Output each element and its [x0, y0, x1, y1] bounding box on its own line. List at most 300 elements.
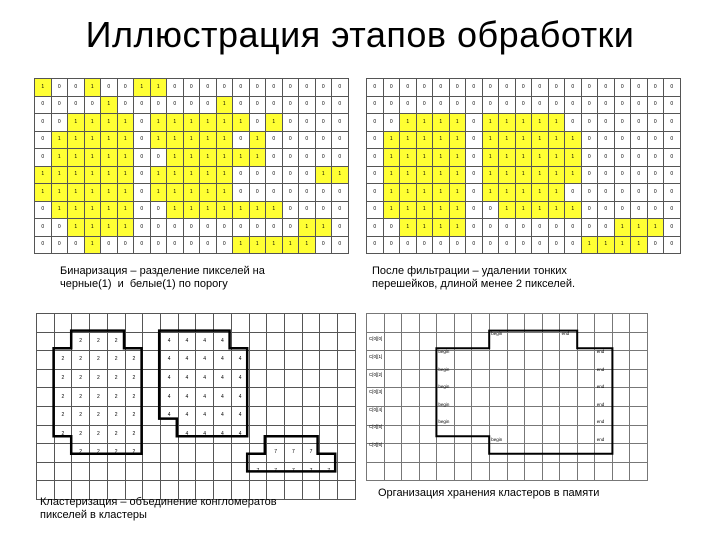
grid-cell: 0: [631, 131, 648, 149]
memory-row-label: C[0][0]: [369, 336, 383, 342]
grid-cell: 0: [332, 219, 349, 237]
grid-cell: 0: [565, 114, 582, 132]
grid-cell: 0: [299, 166, 316, 184]
grid-cell: 1: [631, 236, 648, 254]
grid-cell: 0: [249, 96, 266, 114]
grid-cell: 0: [482, 201, 499, 219]
grid-cell: 1: [433, 131, 450, 149]
grid-cell: 1: [51, 201, 68, 219]
grid-cell: 0: [416, 236, 433, 254]
grid-cell: 1: [51, 166, 68, 184]
grid-cell: 0: [367, 79, 384, 97]
grid-cell: 1: [647, 219, 664, 237]
grid-row: [35, 79, 349, 97]
grid-cell: 0: [315, 131, 332, 149]
grid-cell: 7: [284, 444, 302, 463]
grid-cell: 4: [160, 388, 178, 407]
grid-cell: 0: [68, 96, 85, 114]
grid-cell: 4: [196, 425, 214, 444]
grid-cell: 1: [416, 149, 433, 167]
grid-cell: 4: [178, 332, 196, 351]
grid-cell: 4: [214, 332, 232, 351]
grid-cell: 0: [647, 149, 664, 167]
grid-cell: 0: [548, 79, 565, 97]
grid-cell: 2: [107, 425, 125, 444]
grid-cell: 1: [400, 166, 417, 184]
grid-cell: 2: [72, 444, 90, 463]
grid-cell: 0: [548, 236, 565, 254]
grid-cell: 0: [614, 184, 631, 202]
grid-cell: 1: [614, 236, 631, 254]
grid-cell: 1: [499, 149, 516, 167]
grid-cell: 1: [482, 166, 499, 184]
grid-cell: 4: [178, 369, 196, 388]
grid-cell: 0: [449, 79, 466, 97]
grid-cell: 0: [332, 131, 349, 149]
grid-cell: 0: [117, 79, 134, 97]
grid-cell: 0: [134, 131, 151, 149]
grid-cell: 0: [216, 79, 233, 97]
grid-cell: 1: [84, 184, 101, 202]
grid-cell: 1: [449, 131, 466, 149]
grid-cell: 0: [233, 219, 250, 237]
grid-cell: 1: [216, 166, 233, 184]
grid-cell: 1: [482, 114, 499, 132]
grid-cell: 0: [167, 96, 184, 114]
grid-cell: 1: [200, 131, 217, 149]
grid-cell: 1: [416, 114, 433, 132]
grid-cell: 0: [282, 166, 299, 184]
grid-cell: 0: [35, 114, 52, 132]
grid-cell: 0: [249, 219, 266, 237]
grid-cell: 0: [614, 149, 631, 167]
grid-cell: 0: [200, 96, 217, 114]
grid-cell: 0: [266, 166, 283, 184]
grid-cell: 0: [150, 201, 167, 219]
grid-cell: 0: [598, 79, 615, 97]
grid-cell: 0: [400, 79, 417, 97]
grid-cell: 0: [664, 149, 681, 167]
grid-cell: 1: [515, 131, 532, 149]
grid-cell: 1: [101, 149, 118, 167]
grid-cell: 0: [631, 114, 648, 132]
grid-cell: 0: [332, 201, 349, 219]
grid-cell: 0: [134, 96, 151, 114]
grid-cell: 0: [499, 219, 516, 237]
grid-cell: 4: [196, 369, 214, 388]
grid-cell: 1: [35, 166, 52, 184]
grid-cell: 1: [101, 219, 118, 237]
grid-cell: 0: [400, 236, 417, 254]
grid-cell: 0: [282, 96, 299, 114]
grid-cell: 0: [282, 79, 299, 97]
grid-cell: 1: [249, 149, 266, 167]
grid-cell: 1: [383, 149, 400, 167]
grid-cell: 0: [581, 149, 598, 167]
grid-cell: 1: [84, 219, 101, 237]
grid-cell: 1: [117, 184, 134, 202]
grid-cell: 2: [90, 369, 108, 388]
grid-cell: 1: [433, 219, 450, 237]
grid-cell: 1: [84, 149, 101, 167]
grid-cell: 1: [150, 114, 167, 132]
grid-cell: 1: [499, 114, 516, 132]
grid-cell: 0: [249, 114, 266, 132]
grid-cell: 4: [160, 406, 178, 425]
grid-cell: 0: [515, 79, 532, 97]
grid-cell: 0: [565, 96, 582, 114]
grid-cell: 1: [499, 131, 516, 149]
grid-cell: 1: [548, 184, 565, 202]
grid-cell: 1: [433, 166, 450, 184]
grid-cell: 1: [150, 166, 167, 184]
grid-cell: 0: [299, 96, 316, 114]
grid-cell: 1: [515, 166, 532, 184]
clustering-panel: [36, 313, 356, 493]
grid-cell: 4: [231, 388, 249, 407]
grid-cell: 1: [499, 201, 516, 219]
grid-cell: 0: [282, 114, 299, 132]
filtration-caption: После фильтрации – удалении тонких перешейков, длиной менее 2 пикселей.: [372, 265, 576, 290]
grid-cell: 1: [449, 114, 466, 132]
grid-cell: 1: [532, 131, 549, 149]
grid-cell: 1: [51, 149, 68, 167]
grid-cell: 0: [433, 79, 450, 97]
grid-cell: 1: [482, 131, 499, 149]
grid-cell: 0: [101, 236, 118, 254]
grid-cell: 1: [233, 114, 250, 132]
grid-cell: 1: [68, 114, 85, 132]
grid-cell: 0: [466, 219, 483, 237]
grid-cell: 0: [332, 96, 349, 114]
grid-cell: 1: [101, 96, 118, 114]
grid-cell: 1: [515, 201, 532, 219]
grid-cell: 0: [35, 236, 52, 254]
grid-cell: 1: [216, 201, 233, 219]
grid-cell: 1: [117, 166, 134, 184]
memory-begin-label: begin: [438, 401, 450, 407]
grid-cell: 4: [178, 406, 196, 425]
grid-cell: 1: [216, 131, 233, 149]
grid-cell: 0: [183, 236, 200, 254]
grid-cell: 2: [107, 388, 125, 407]
grid-cell: 0: [200, 236, 217, 254]
grid-cell: 1: [68, 201, 85, 219]
grid-cell: 1: [183, 149, 200, 167]
memory-row-label: C[0][1]: [369, 354, 383, 359]
grid-cell: 0: [466, 201, 483, 219]
grid-cell: 2: [72, 388, 90, 407]
grid-cell: 0: [299, 149, 316, 167]
grid-cell: 2: [90, 444, 108, 463]
grid-cell: 1: [216, 96, 233, 114]
grid-cell: 0: [35, 149, 52, 167]
grid-cell: 0: [282, 149, 299, 167]
grid-cell: 2: [90, 388, 108, 407]
memory-begin-label: begin: [491, 437, 503, 442]
grid-cell: 0: [266, 79, 283, 97]
grid-cell: 0: [150, 236, 167, 254]
grid-cell: 2: [72, 406, 90, 425]
grid-cell: 0: [416, 79, 433, 97]
grid-cell: 4: [214, 388, 232, 407]
grid-cell: 0: [532, 79, 549, 97]
grid-cell: 0: [581, 219, 598, 237]
grid-cell: 0: [482, 96, 499, 114]
grid-cell: 2: [72, 332, 90, 351]
grid-cell: 0: [383, 236, 400, 254]
grid-cell: 1: [416, 184, 433, 202]
grid-cell: 1: [117, 219, 134, 237]
grid-cell: 1: [548, 114, 565, 132]
grid-cell: 0: [332, 114, 349, 132]
grid-row: [35, 184, 349, 202]
grid-cell: 0: [614, 201, 631, 219]
grid-cell: 0: [249, 184, 266, 202]
grid-cell: 1: [499, 166, 516, 184]
grid-row: [367, 236, 681, 254]
grid-cell: 4: [196, 388, 214, 407]
grid-row: [35, 131, 349, 149]
grid-cell: 0: [266, 96, 283, 114]
grid-cell: 1: [548, 131, 565, 149]
grid-row: [35, 114, 349, 132]
binarization-grid: [34, 78, 349, 254]
grid-cell: 1: [167, 184, 184, 202]
grid-row: [367, 149, 681, 167]
page-title: Иллюстрация этапов обработки: [85, 14, 635, 55]
grid-cell: 0: [367, 149, 384, 167]
grid-cell: 1: [167, 201, 184, 219]
grid-cell: 1: [383, 184, 400, 202]
grid-cell: 1: [266, 236, 283, 254]
grid-cell: 1: [101, 184, 118, 202]
grid-cell: 1: [400, 149, 417, 167]
grid-cell: 0: [266, 184, 283, 202]
grid-cell: 0: [614, 114, 631, 132]
grid-cell: 0: [647, 114, 664, 132]
grid-cell: 2: [54, 369, 72, 388]
grid-cell: 1: [383, 131, 400, 149]
grid-cell: 0: [482, 236, 499, 254]
grid-cell: 0: [332, 149, 349, 167]
grid-cell: 1: [532, 184, 549, 202]
grid-cell: 1: [416, 131, 433, 149]
grid-cell: 1: [400, 219, 417, 237]
grid-cell: 0: [299, 79, 316, 97]
grid-row: [367, 96, 681, 114]
grid-cell: 2: [125, 369, 143, 388]
grid-cell: 1: [117, 131, 134, 149]
memory-begin-label: begin: [438, 366, 450, 372]
grid-cell: 1: [515, 184, 532, 202]
grid-cell: 1: [68, 149, 85, 167]
grid-cell: 1: [183, 131, 200, 149]
grid-cell: 0: [315, 114, 332, 132]
grid-row: [367, 201, 681, 219]
grid-cell: 0: [233, 166, 250, 184]
grid-cell: 2: [107, 444, 125, 463]
grid-cell: 0: [664, 236, 681, 254]
grid-cell: 1: [282, 236, 299, 254]
memory-end-label: end: [561, 331, 570, 337]
grid-cell: 0: [134, 149, 151, 167]
grid-cell: 4: [178, 425, 196, 444]
grid-cell: 0: [233, 79, 250, 97]
grid-cell: 0: [233, 96, 250, 114]
grid-cell: 1: [84, 166, 101, 184]
grid-cell: 1: [565, 201, 582, 219]
grid-cell: 1: [84, 79, 101, 97]
grid-cell: 2: [125, 444, 143, 463]
grid-cell: 1: [400, 184, 417, 202]
grid-cell: 0: [282, 219, 299, 237]
grid-cell: 0: [664, 131, 681, 149]
grid-cell: 0: [614, 79, 631, 97]
grid-cell: 1: [35, 184, 52, 202]
grid-row: [367, 184, 681, 202]
grid-cell: 1: [482, 149, 499, 167]
grid-cell: 1: [101, 166, 118, 184]
grid-cell: 1: [84, 236, 101, 254]
grid-cell: 0: [499, 79, 516, 97]
grid-cell: 2: [72, 369, 90, 388]
grid-cell: 0: [515, 236, 532, 254]
grid-cell: 0: [51, 236, 68, 254]
grid-row: [35, 96, 349, 114]
grid-cell: 1: [68, 184, 85, 202]
grid-cell: 1: [84, 201, 101, 219]
grid-cell: 2: [54, 425, 72, 444]
grid-cell: 0: [581, 114, 598, 132]
grid-cell: 0: [51, 114, 68, 132]
grid-cell: 0: [598, 219, 615, 237]
grid-row: [35, 236, 349, 254]
memory-end-label: end: [596, 401, 605, 407]
grid-cell: 0: [117, 96, 134, 114]
grid-cell: 0: [598, 201, 615, 219]
grid-cell: 1: [482, 184, 499, 202]
grid-cell: 1: [532, 149, 549, 167]
grid-cell: 1: [167, 114, 184, 132]
grid-cell: 0: [647, 184, 664, 202]
memory-end-label: end: [596, 419, 605, 425]
grid-cell: 4: [214, 406, 232, 425]
grid-cell: 7: [320, 462, 338, 481]
grid-cell: 2: [54, 351, 72, 370]
grid-cell: 0: [581, 131, 598, 149]
memory-outlines: [366, 313, 648, 475]
grid-cell: 0: [466, 236, 483, 254]
memory-boundary: [436, 331, 612, 454]
grid-cell: 0: [167, 219, 184, 237]
grid-cell: 0: [183, 219, 200, 237]
grid-cell: 1: [416, 201, 433, 219]
grid-cell: 1: [515, 114, 532, 132]
grid-row: [35, 201, 349, 219]
grid-cell: 0: [216, 236, 233, 254]
grid-cell: 1: [614, 219, 631, 237]
grid-cell: 0: [631, 166, 648, 184]
grid-cell: 0: [299, 114, 316, 132]
grid-cell: 1: [167, 149, 184, 167]
grid-cell: 2: [107, 406, 125, 425]
grid-cell: 1: [35, 79, 52, 97]
grid-cell: 4: [214, 425, 232, 444]
grid-cell: 0: [499, 96, 516, 114]
grid-cell: 0: [35, 219, 52, 237]
grid-cell: 1: [548, 166, 565, 184]
grid-row: [35, 219, 349, 237]
grid-cell: 1: [332, 166, 349, 184]
grid-cell: 1: [565, 166, 582, 184]
grid-cell: 0: [466, 96, 483, 114]
grid-cell: 1: [299, 236, 316, 254]
grid-cell: 0: [565, 219, 582, 237]
grid-cell: 0: [233, 131, 250, 149]
grid-cell: 0: [466, 184, 483, 202]
grid-cell: 0: [664, 184, 681, 202]
grid-cell: 0: [499, 236, 516, 254]
grid-cell: 1: [249, 131, 266, 149]
grid-row: [367, 219, 681, 237]
grid-cell: 4: [231, 351, 249, 370]
grid-cell: 2: [90, 351, 108, 370]
grid-cell: 1: [449, 201, 466, 219]
grid-cell: 4: [214, 351, 232, 370]
clustering-caption: Кластеризация – объединение конгломератов пикселей в кластеры: [40, 496, 277, 521]
grid-cell: 7: [302, 444, 320, 463]
grid-cell: 1: [449, 219, 466, 237]
cluster-outlines: [36, 313, 356, 493]
grid-cell: 2: [107, 351, 125, 370]
grid-cell: 0: [367, 201, 384, 219]
grid-cell: 1: [383, 166, 400, 184]
memory-end-label: end: [596, 437, 605, 442]
grid-cell: 1: [117, 149, 134, 167]
grid-cell: 0: [200, 219, 217, 237]
grid-cell: 0: [598, 114, 615, 132]
grid-cell: 0: [664, 79, 681, 97]
grid-cell: 1: [548, 201, 565, 219]
grid-cell: 0: [581, 184, 598, 202]
memory-begin-label: begin: [438, 349, 450, 354]
grid-cell: 1: [266, 201, 283, 219]
grid-cell: 0: [515, 219, 532, 237]
grid-cell: 0: [51, 79, 68, 97]
grid-cell: 0: [266, 149, 283, 167]
grid-cell: 0: [367, 96, 384, 114]
grid-cell: 1: [68, 131, 85, 149]
memory-end-label: end: [596, 349, 605, 354]
grid-cell: 7: [302, 462, 320, 481]
grid-cell: 0: [183, 79, 200, 97]
grid-cell: 0: [150, 149, 167, 167]
grid-cell: 1: [299, 219, 316, 237]
grid-cell: 1: [449, 166, 466, 184]
grid-cell: 0: [383, 79, 400, 97]
grid-cell: 4: [231, 369, 249, 388]
grid-cell: 0: [449, 236, 466, 254]
grid-cell: 1: [101, 131, 118, 149]
grid-cell: 0: [631, 149, 648, 167]
grid-cell: 0: [35, 131, 52, 149]
grid-cell: 0: [664, 219, 681, 237]
grid-cell: 0: [598, 166, 615, 184]
memory-row-label: C[0][4]: [369, 406, 383, 412]
grid-cell: 0: [282, 184, 299, 202]
grid-cell: 2: [72, 425, 90, 444]
